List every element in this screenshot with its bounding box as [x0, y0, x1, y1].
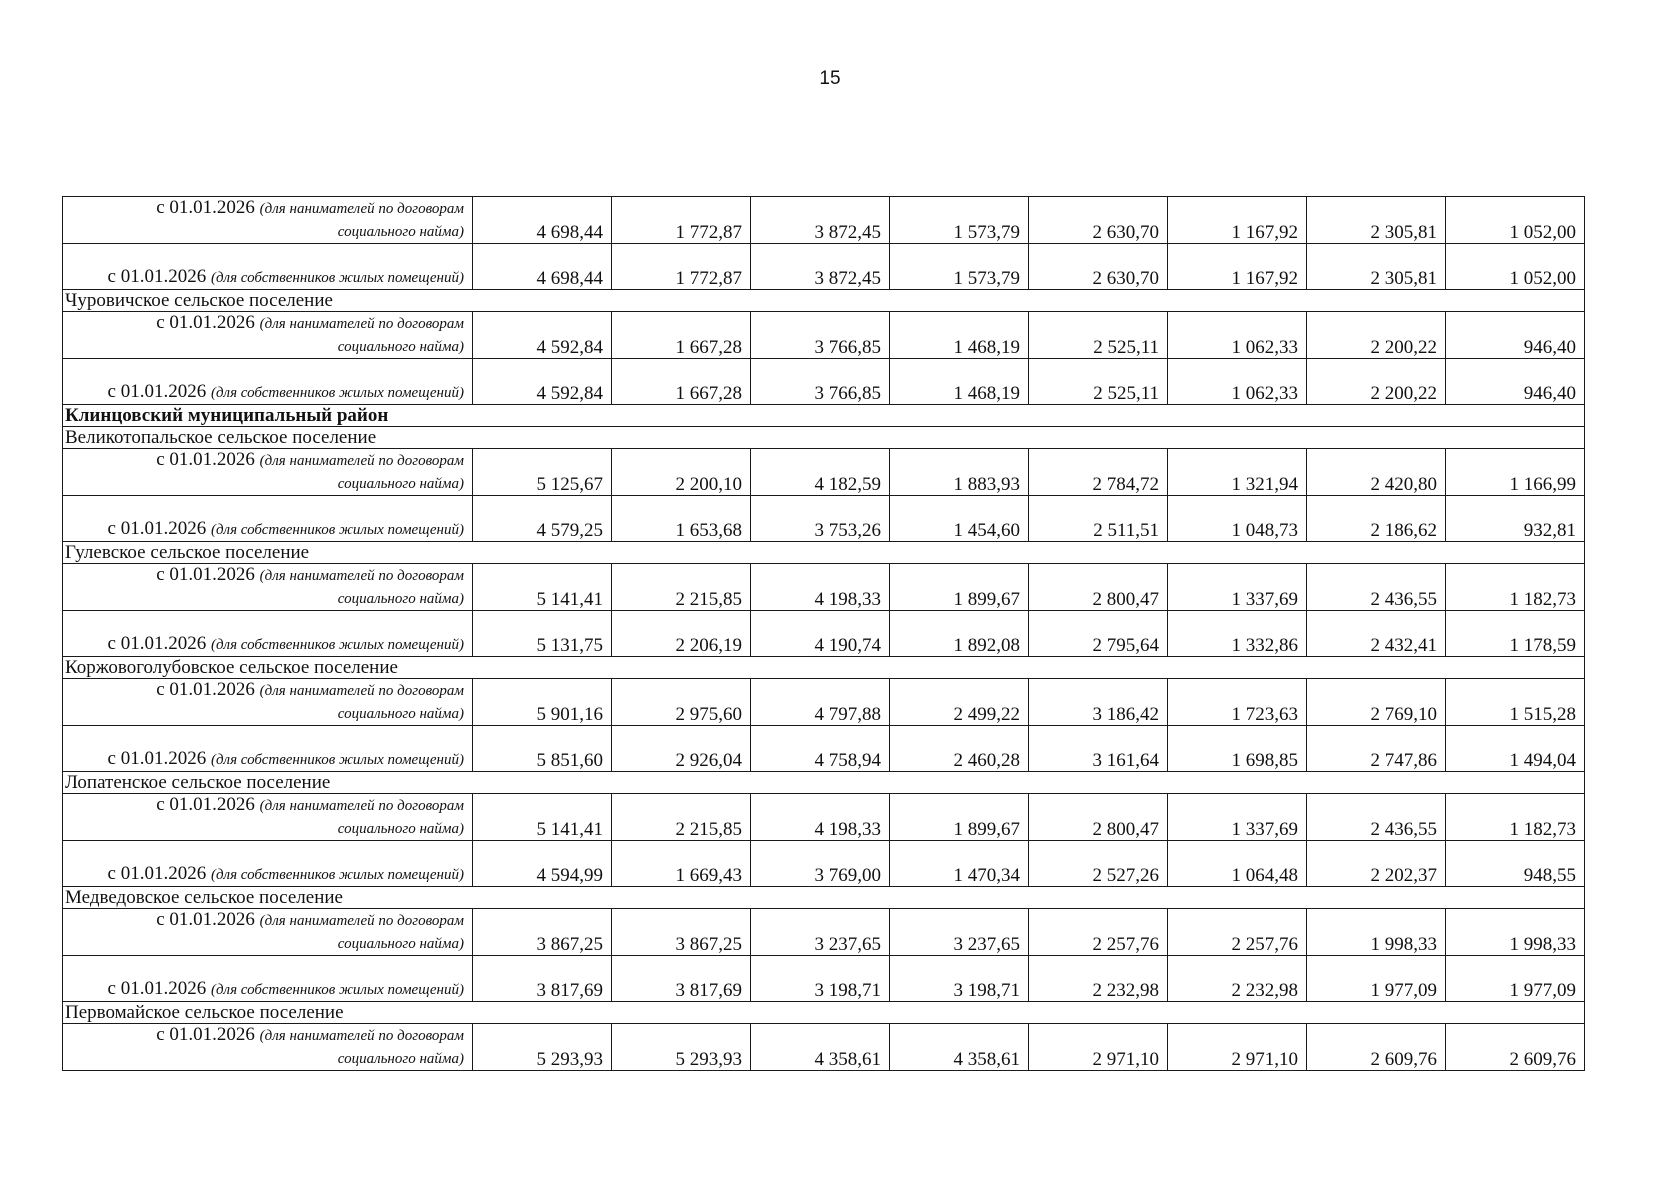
- tariff-value-cell: 1 468,19: [890, 359, 1029, 405]
- owner-category-note: (для собственников жилых помещений): [210, 270, 464, 286]
- tenant-category-note: социального найма): [337, 339, 464, 355]
- tariff-value-cell: 3 817,69: [473, 956, 612, 1002]
- table-row: [63, 956, 1585, 1002]
- period-label: с 01.01.2026: [107, 381, 207, 402]
- tariff-value-cell: 2 215,85: [612, 794, 751, 841]
- tariff-value-cell: 2 257,76: [1168, 909, 1307, 956]
- tariff-value-cell: 2 609,76: [1307, 1024, 1446, 1071]
- row-label: [63, 312, 473, 359]
- tariff-value-cell: 4 358,61: [751, 1024, 890, 1071]
- period-label: с 01.01.2026: [156, 679, 255, 700]
- tariff-value-cell: 1 321,94: [1168, 449, 1307, 496]
- tariff-value-cell: 2 215,85: [612, 564, 751, 611]
- tariff-value-cell: 4 698,44: [473, 244, 612, 290]
- owner-category-note: (для собственников жилых помещений): [210, 385, 464, 401]
- tariff-value-cell: 5 851,60: [473, 726, 612, 772]
- period-label: с 01.01.2026: [156, 197, 255, 218]
- tenant-category-note: социального найма): [337, 1051, 464, 1067]
- tariff-value-cell: 1 669,43: [612, 841, 751, 887]
- tariff-value-cell: 3 769,00: [751, 841, 890, 887]
- tariff-value-cell: 2 511,51: [1029, 496, 1168, 542]
- tariff-value-cell: 1 653,68: [612, 496, 751, 542]
- tariff-value-cell: 2 436,55: [1307, 564, 1446, 611]
- settlement-header-row: [63, 290, 1585, 312]
- table-row: [63, 244, 1585, 290]
- tariff-value-cell: 4 592,84: [473, 312, 612, 359]
- tariff-value-cell: 948,55: [1446, 841, 1585, 887]
- tariff-value-cell: 5 125,67: [473, 449, 612, 496]
- tariff-value-cell: 1 182,73: [1446, 564, 1585, 611]
- tariff-value-cell: 2 202,37: [1307, 841, 1446, 887]
- tariff-value-cell: 1 977,09: [1307, 956, 1446, 1002]
- tariff-value-cell: 2 926,04: [612, 726, 751, 772]
- tariff-value-cell: 1 892,08: [890, 611, 1029, 657]
- tariff-value-cell: 1 899,67: [890, 564, 1029, 611]
- tariff-value-cell: 3 186,42: [1029, 679, 1168, 726]
- tariff-value-cell: 1 698,85: [1168, 726, 1307, 772]
- tariff-value-cell: 1 167,92: [1168, 197, 1307, 244]
- table-row: [63, 312, 1585, 359]
- table-row: [63, 679, 1585, 726]
- tariff-value-cell: 3 872,45: [751, 244, 890, 290]
- tenant-category-note: социального найма): [337, 936, 464, 952]
- period-label: с 01.01.2026: [156, 449, 255, 470]
- tariff-value-cell: 1 494,04: [1446, 726, 1585, 772]
- tariff-value-cell: 946,40: [1446, 312, 1585, 359]
- tariff-value-cell: 2 499,22: [890, 679, 1029, 726]
- table-row: [63, 564, 1585, 611]
- row-label: [63, 449, 473, 496]
- tariff-value-cell: 2 630,70: [1029, 197, 1168, 244]
- owner-category-note: (для собственников жилых помещений): [210, 752, 464, 768]
- tariff-value-cell: 3 198,71: [751, 956, 890, 1002]
- row-label: [63, 496, 473, 542]
- owner-category-note: (для собственников жилых помещений): [210, 637, 464, 653]
- period-label: с 01.01.2026: [107, 748, 207, 769]
- tariff-value-cell: 1 048,73: [1168, 496, 1307, 542]
- tariff-value-cell: 1 337,69: [1168, 794, 1307, 841]
- table-row: [63, 909, 1585, 956]
- table-row: [63, 794, 1585, 841]
- tariff-value-cell: 2 200,22: [1307, 312, 1446, 359]
- period-label: с 01.01.2026: [107, 863, 207, 884]
- tariff-value-cell: 1 167,92: [1168, 244, 1307, 290]
- tariff-value-cell: 2 800,47: [1029, 794, 1168, 841]
- period-label: с 01.01.2026: [107, 978, 207, 999]
- tariff-value-cell: 4 758,94: [751, 726, 890, 772]
- tariff-value-cell: 4 579,25: [473, 496, 612, 542]
- tariff-value-cell: 1 062,33: [1168, 359, 1307, 405]
- tariff-value-cell: 4 594,99: [473, 841, 612, 887]
- period-label: с 01.01.2026: [156, 794, 255, 815]
- tariff-value-cell: 2 609,76: [1446, 1024, 1585, 1071]
- tariff-value-cell: 1 182,73: [1446, 794, 1585, 841]
- settlement-header-row: [63, 542, 1585, 564]
- owner-category-note: (для собственников жилых помещений): [210, 522, 464, 538]
- tenant-category-note: (для нанимателей по договорам: [259, 316, 464, 332]
- tariff-value-cell: 5 141,41: [473, 564, 612, 611]
- tenant-category-note: (для нанимателей по договорам: [259, 1028, 464, 1044]
- row-label: [63, 197, 473, 244]
- tariff-value-cell: 4 592,84: [473, 359, 612, 405]
- row-label: [63, 564, 473, 611]
- district-header-row: [63, 405, 1585, 427]
- row-label: [63, 359, 473, 405]
- settlement-header-row: [63, 657, 1585, 679]
- table-row: [63, 611, 1585, 657]
- tenant-category-note: социального найма): [337, 706, 464, 722]
- settlement-header-row: [63, 772, 1585, 794]
- period-label: с 01.01.2026: [107, 633, 207, 654]
- table-row: [63, 496, 1585, 542]
- tariff-value-cell: 932,81: [1446, 496, 1585, 542]
- tariff-value-cell: 2 420,80: [1307, 449, 1446, 496]
- settlement-name: Великотопальское сельское поселение: [63, 427, 1585, 449]
- tariff-value-cell: 1 573,79: [890, 197, 1029, 244]
- tariff-value-cell: 1 166,99: [1446, 449, 1585, 496]
- settlement-name: Первомайское сельское поселение: [63, 1002, 1585, 1024]
- tariff-value-cell: 2 460,28: [890, 726, 1029, 772]
- owner-category-note: (для собственников жилых помещений): [210, 982, 464, 998]
- tariff-value-cell: 3 237,65: [890, 909, 1029, 956]
- tariff-value-cell: 2 436,55: [1307, 794, 1446, 841]
- tariff-value-cell: 2 800,47: [1029, 564, 1168, 611]
- tariff-value-cell: 2 432,41: [1307, 611, 1446, 657]
- tariff-value-cell: 2 257,76: [1029, 909, 1168, 956]
- tenant-category-note: социального найма): [337, 591, 464, 607]
- settlement-name: Лопатенское сельское поселение: [63, 772, 1585, 794]
- tenant-category-note: социального найма): [337, 476, 464, 492]
- tariff-value-cell: 2 971,10: [1029, 1024, 1168, 1071]
- tariff-value-cell: 1 723,63: [1168, 679, 1307, 726]
- tariff-value-cell: 3 867,25: [473, 909, 612, 956]
- row-label: [63, 679, 473, 726]
- settlement-name: Гулевское сельское поселение: [63, 542, 1585, 564]
- tenant-category-note: (для нанимателей по договорам: [259, 798, 464, 814]
- page-number: 15: [819, 68, 841, 89]
- settlement-name: Чуровичское сельское поселение: [63, 290, 1585, 312]
- row-label: [63, 1024, 473, 1071]
- tariff-value-cell: 1 998,33: [1446, 909, 1585, 956]
- tariff-value-cell: 2 527,26: [1029, 841, 1168, 887]
- tariff-value-cell: 5 141,41: [473, 794, 612, 841]
- period-label: с 01.01.2026: [107, 518, 207, 539]
- tariff-value-cell: 946,40: [1446, 359, 1585, 405]
- settlement-name: Коржовоголубовское сельское поселение: [63, 657, 1585, 679]
- tariff-value-cell: 1 899,67: [890, 794, 1029, 841]
- tariff-value-cell: 1 667,28: [612, 359, 751, 405]
- table-row: [63, 841, 1585, 887]
- tariff-value-cell: 4 198,33: [751, 794, 890, 841]
- tariff-value-cell: 1 667,28: [612, 312, 751, 359]
- tariff-value-cell: 2 971,10: [1168, 1024, 1307, 1071]
- tariff-value-cell: 4 198,33: [751, 564, 890, 611]
- tariff-value-cell: 2 784,72: [1029, 449, 1168, 496]
- settlement-name: Медведовское сельское поселение: [63, 887, 1585, 909]
- tariff-value-cell: 3 161,64: [1029, 726, 1168, 772]
- tariff-value-cell: 2 525,11: [1029, 359, 1168, 405]
- table-row: [63, 197, 1585, 244]
- tenant-category-note: социального найма): [337, 821, 464, 837]
- tariff-value-cell: 1 468,19: [890, 312, 1029, 359]
- tariff-value-cell: 2 305,81: [1307, 244, 1446, 290]
- settlement-header-row: [63, 1002, 1585, 1024]
- table-row: [63, 726, 1585, 772]
- tariff-value-cell: 2 232,98: [1029, 956, 1168, 1002]
- tariff-value-cell: 1 515,28: [1446, 679, 1585, 726]
- period-label: с 01.01.2026: [156, 312, 255, 333]
- tariff-value-cell: 1 337,69: [1168, 564, 1307, 611]
- period-label: с 01.01.2026: [156, 564, 255, 585]
- tariff-value-cell: 2 200,10: [612, 449, 751, 496]
- tariff-value-cell: 1 573,79: [890, 244, 1029, 290]
- tenant-category-note: (для нанимателей по договорам: [259, 568, 464, 584]
- tariff-value-cell: 1 052,00: [1446, 197, 1585, 244]
- tariff-value-cell: 1 064,48: [1168, 841, 1307, 887]
- tariff-value-cell: 2 200,22: [1307, 359, 1446, 405]
- tariff-value-cell: 2 305,81: [1307, 197, 1446, 244]
- tariff-table: [62, 196, 1585, 1071]
- table-row: [63, 1024, 1585, 1071]
- tariff-value-cell: 2 186,62: [1307, 496, 1446, 542]
- period-label: с 01.01.2026: [107, 266, 207, 287]
- tariff-value-cell: 2 795,64: [1029, 611, 1168, 657]
- tariff-value-cell: 3 198,71: [890, 956, 1029, 1002]
- tariff-value-cell: 1 977,09: [1446, 956, 1585, 1002]
- tariff-value-cell: 4 797,88: [751, 679, 890, 726]
- row-label: [63, 244, 473, 290]
- tariff-value-cell: 2 769,10: [1307, 679, 1446, 726]
- tariff-value-cell: 1 772,87: [612, 244, 751, 290]
- period-label: с 01.01.2026: [156, 1024, 255, 1045]
- tariff-value-cell: 2 747,86: [1307, 726, 1446, 772]
- tariff-value-cell: 3 766,85: [751, 359, 890, 405]
- tenant-category-note: (для нанимателей по договорам: [259, 453, 464, 469]
- period-label: с 01.01.2026: [156, 909, 255, 930]
- tariff-value-cell: 1 052,00: [1446, 244, 1585, 290]
- tariff-value-cell: 5 293,93: [612, 1024, 751, 1071]
- tenant-category-note: (для нанимателей по договорам: [259, 913, 464, 929]
- tariff-value-cell: 3 872,45: [751, 197, 890, 244]
- tariff-value-cell: 1 178,59: [1446, 611, 1585, 657]
- tariff-value-cell: 1 883,93: [890, 449, 1029, 496]
- tenant-category-note: (для нанимателей по договорам: [259, 201, 464, 217]
- tenant-category-note: (для нанимателей по договорам: [259, 683, 464, 699]
- tariff-value-cell: 2 630,70: [1029, 244, 1168, 290]
- tariff-value-cell: 2 975,60: [612, 679, 751, 726]
- tariff-value-cell: 1 470,34: [890, 841, 1029, 887]
- tariff-value-cell: 1 998,33: [1307, 909, 1446, 956]
- tariff-value-cell: 3 817,69: [612, 956, 751, 1002]
- tariff-value-cell: 4 182,59: [751, 449, 890, 496]
- tariff-value-cell: 2 232,98: [1168, 956, 1307, 1002]
- tariff-value-cell: 4 190,74: [751, 611, 890, 657]
- tariff-value-cell: 1 772,87: [612, 197, 751, 244]
- tariff-value-cell: 1 062,33: [1168, 312, 1307, 359]
- settlement-header-row: [63, 887, 1585, 909]
- tariff-value-cell: 3 753,26: [751, 496, 890, 542]
- tariff-value-cell: 4 358,61: [890, 1024, 1029, 1071]
- tariff-value-cell: 3 237,65: [751, 909, 890, 956]
- row-label: [63, 726, 473, 772]
- row-label: [63, 909, 473, 956]
- tariff-value-cell: 5 293,93: [473, 1024, 612, 1071]
- table-row: [63, 449, 1585, 496]
- row-label: [63, 956, 473, 1002]
- tariff-value-cell: 1 332,86: [1168, 611, 1307, 657]
- tariff-value-cell: 2 206,19: [612, 611, 751, 657]
- tariff-value-cell: 4 698,44: [473, 197, 612, 244]
- tariff-value-cell: 5 901,16: [473, 679, 612, 726]
- tariff-value-cell: 3 766,85: [751, 312, 890, 359]
- district-name: Клинцовский муниципальный район: [63, 405, 1585, 427]
- tariff-value-cell: 2 525,11: [1029, 312, 1168, 359]
- row-label: [63, 841, 473, 887]
- tenant-category-note: социального найма): [337, 224, 464, 240]
- tariff-value-cell: 5 131,75: [473, 611, 612, 657]
- tariff-value-cell: 1 454,60: [890, 496, 1029, 542]
- table-row: [63, 359, 1585, 405]
- row-label: [63, 794, 473, 841]
- row-label: [63, 611, 473, 657]
- settlement-header-row: [63, 427, 1585, 449]
- owner-category-note: (для собственников жилых помещений): [210, 867, 464, 883]
- tariff-value-cell: 3 867,25: [612, 909, 751, 956]
